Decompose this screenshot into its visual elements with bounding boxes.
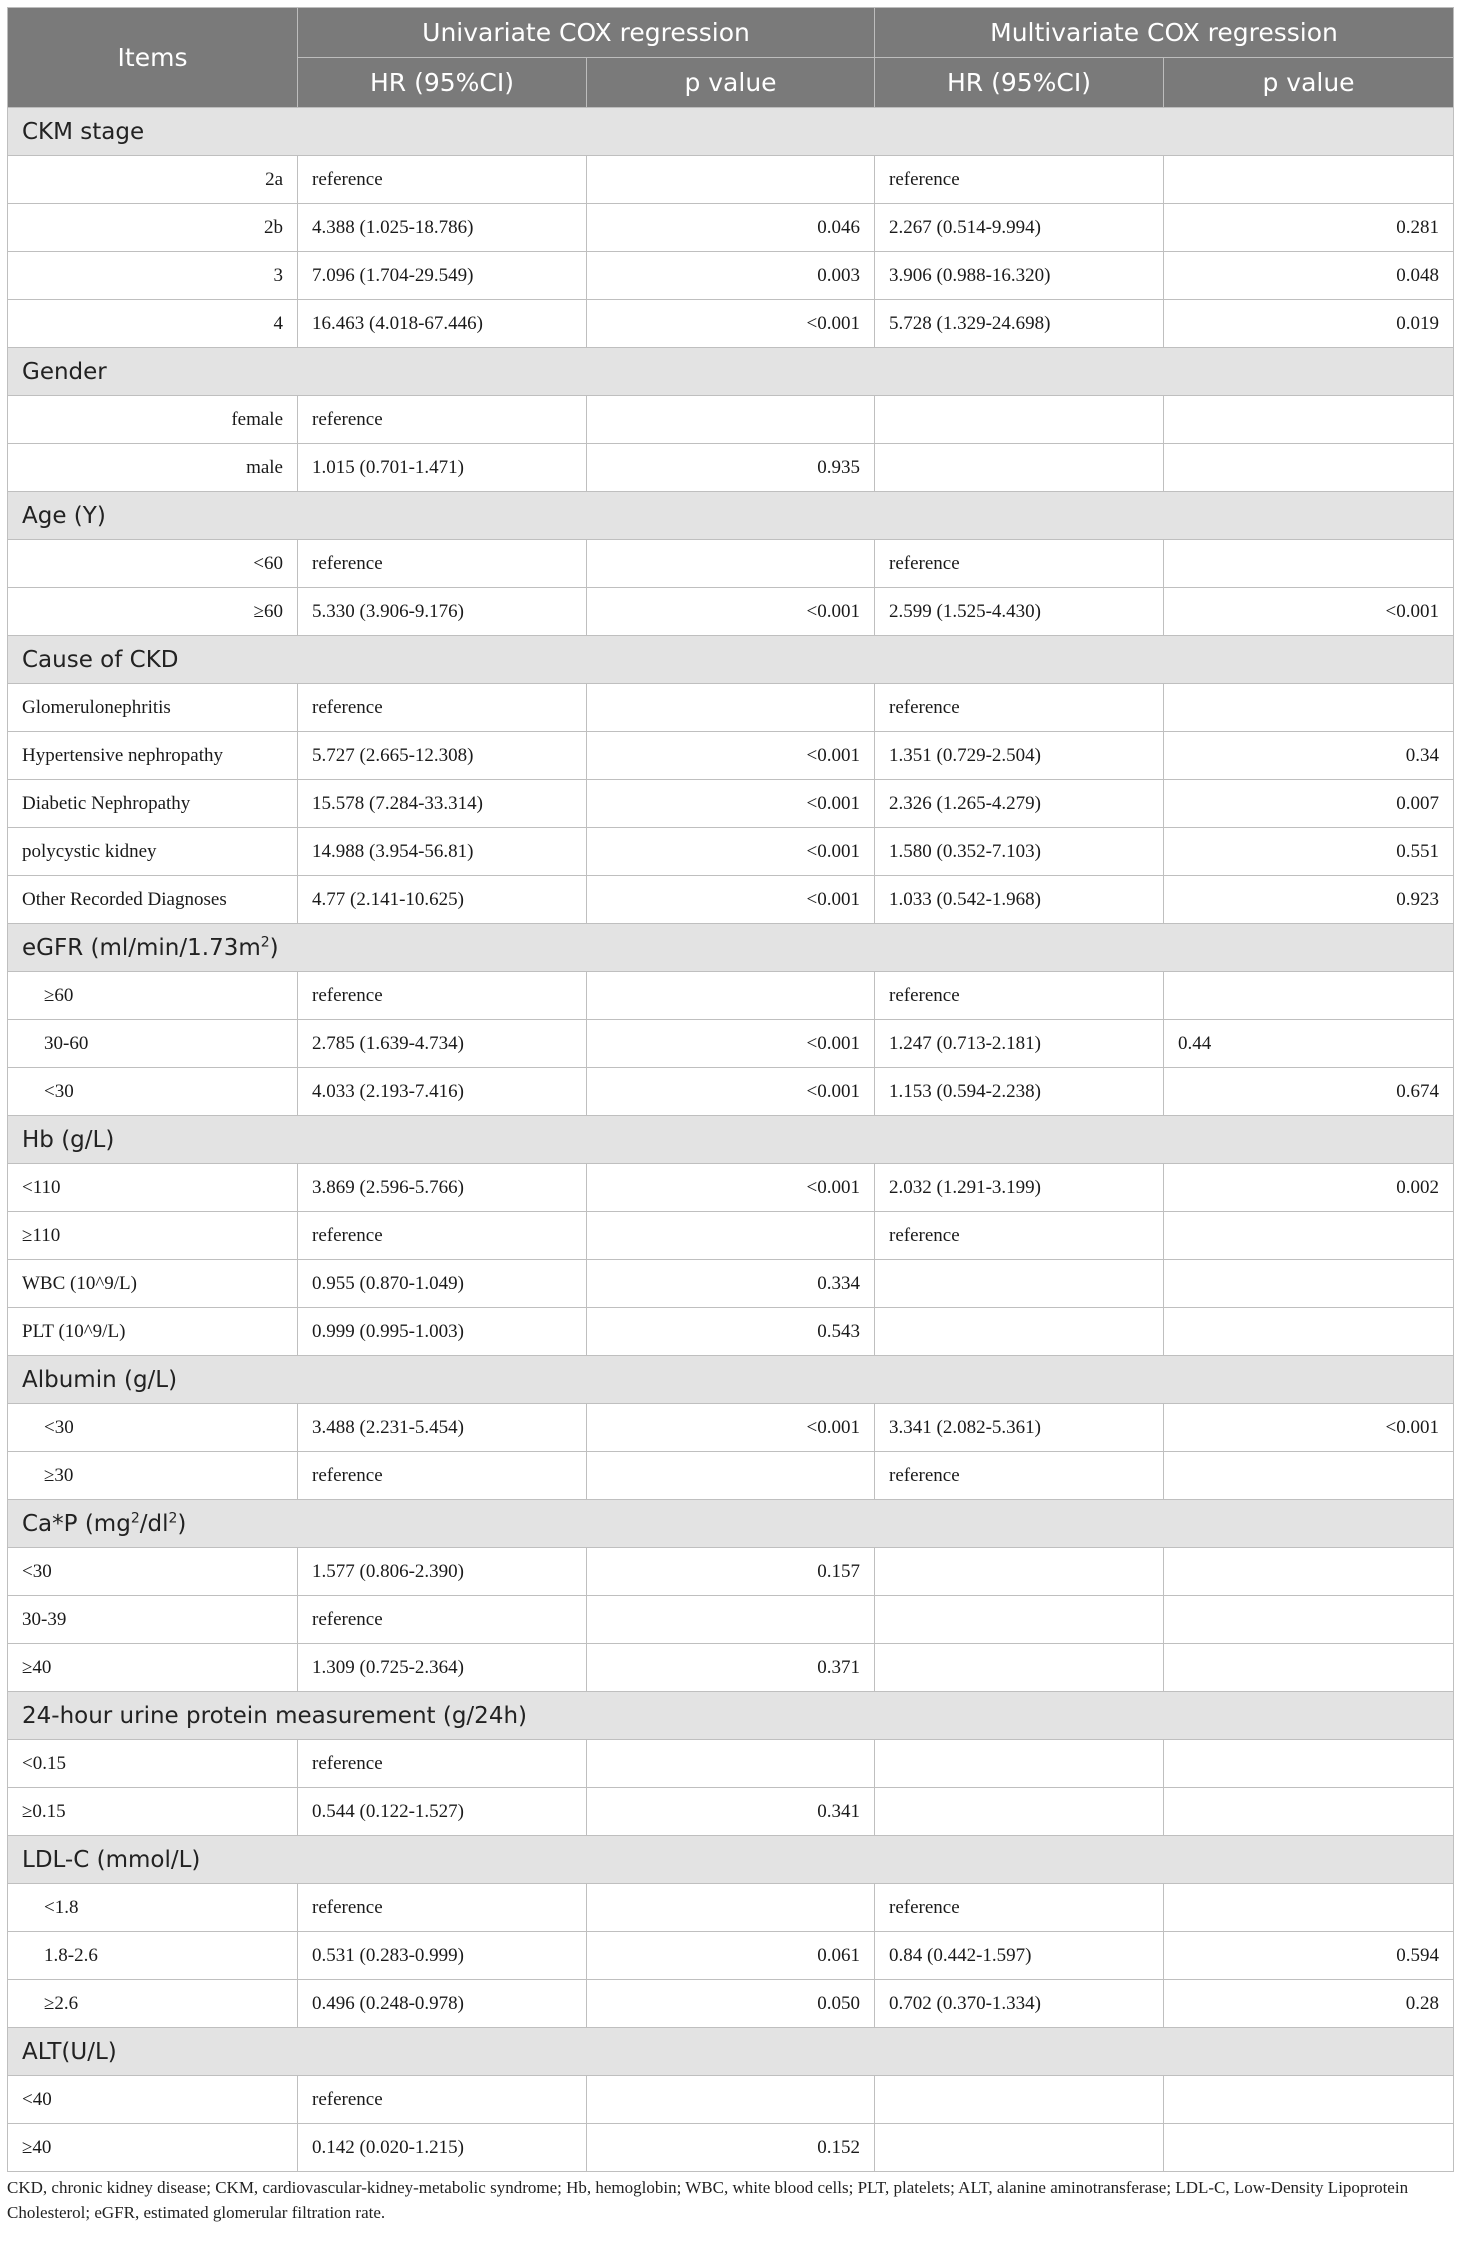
multivariate-p-cell: [1164, 1260, 1454, 1308]
univariate-p-cell: [587, 1884, 875, 1932]
table-row: [8, 444, 1454, 492]
row-label: <40: [8, 2076, 298, 2124]
section-title-text: CKM stage: [22, 118, 145, 145]
univariate-p-cell: [587, 540, 875, 588]
univariate-p-cell: [587, 972, 875, 1020]
univariate-p-cell: <0.001: [587, 780, 875, 828]
univariate-hr-cell: reference: [298, 156, 587, 204]
univariate-hr-cell: 2.785 (1.639-4.734): [298, 1020, 587, 1068]
row-label: 30-60: [8, 1020, 298, 1068]
row-label: 2a: [8, 156, 298, 204]
multivariate-p-cell: [1164, 2124, 1454, 2172]
row-label: female: [8, 396, 298, 444]
univariate-hr-cell: reference: [298, 972, 587, 1020]
section-title-text: Hb (g/L): [22, 1126, 115, 1153]
multivariate-hr-cell: reference: [875, 1884, 1164, 1932]
section-title: [8, 1692, 1454, 1740]
table-row: [8, 300, 1454, 348]
table-row: [8, 1452, 1454, 1500]
section-title-text: LDL-C (mmol/L): [22, 1846, 201, 1873]
section-title: [8, 1836, 1454, 1884]
multivariate-p-cell: [1164, 1740, 1454, 1788]
univariate-hr-cell: 0.955 (0.870-1.049): [298, 1260, 587, 1308]
table-row: [8, 1068, 1454, 1116]
multivariate-hr-cell: reference: [875, 1212, 1164, 1260]
multivariate-hr-cell: 3.906 (0.988-16.320): [875, 252, 1164, 300]
section-header-row: [8, 1500, 1454, 1548]
table-row: [8, 1308, 1454, 1356]
multivariate-hr-cell: 1.153 (0.594-2.238): [875, 1068, 1164, 1116]
univariate-p-cell: [587, 1452, 875, 1500]
row-label: ≥2.6: [8, 1980, 298, 2028]
row-label: ≥110: [8, 1212, 298, 1260]
univariate-p-cell: <0.001: [587, 732, 875, 780]
multivariate-hr-cell: [875, 1788, 1164, 1836]
univariate-p-cell: 0.371: [587, 1644, 875, 1692]
table-row: [8, 1932, 1454, 1980]
multivariate-p-cell: [1164, 444, 1454, 492]
row-label: <0.15: [8, 1740, 298, 1788]
multivariate-p-cell: 0.002: [1164, 1164, 1454, 1212]
header-multi-p: p value: [1164, 58, 1454, 108]
multivariate-hr-cell: [875, 444, 1164, 492]
univariate-p-cell: [587, 2076, 875, 2124]
multivariate-hr-cell: [875, 1740, 1164, 1788]
table-row: [8, 2124, 1454, 2172]
multivariate-hr-cell: 1.580 (0.352-7.103): [875, 828, 1164, 876]
multivariate-hr-cell: reference: [875, 1452, 1164, 1500]
multivariate-hr-cell: 0.702 (0.370-1.334): [875, 1980, 1164, 2028]
table-row: [8, 1980, 1454, 2028]
multivariate-p-cell: [1164, 972, 1454, 1020]
univariate-hr-cell: 5.727 (2.665-12.308): [298, 732, 587, 780]
univariate-hr-cell: 7.096 (1.704-29.549): [298, 252, 587, 300]
section-title-text: ALT(U/L): [22, 2038, 117, 2065]
univariate-hr-cell: 0.142 (0.020-1.215): [298, 2124, 587, 2172]
univariate-p-cell: <0.001: [587, 1020, 875, 1068]
row-label: <1.8: [8, 1884, 298, 1932]
multivariate-p-cell: [1164, 1644, 1454, 1692]
section-title-text: /dl: [139, 1510, 169, 1537]
multivariate-hr-cell: reference: [875, 972, 1164, 1020]
univariate-hr-cell: 4.033 (2.193-7.416): [298, 1068, 587, 1116]
multivariate-p-cell: [1164, 1452, 1454, 1500]
univariate-hr-cell: 0.999 (0.995-1.003): [298, 1308, 587, 1356]
table-row: [8, 1020, 1454, 1068]
univariate-p-cell: [587, 1212, 875, 1260]
univariate-p-cell: 0.061: [587, 1932, 875, 1980]
multivariate-hr-cell: [875, 1596, 1164, 1644]
univariate-p-cell: [587, 1596, 875, 1644]
multivariate-hr-cell: 1.351 (0.729-2.504): [875, 732, 1164, 780]
section-title: [8, 1500, 1454, 1548]
section-header-row: [8, 2028, 1454, 2076]
header-multi-hr: HR (95%CI): [875, 58, 1164, 108]
univariate-hr-cell: reference: [298, 1596, 587, 1644]
multivariate-hr-cell: 2.267 (0.514-9.994): [875, 204, 1164, 252]
header-uni-hr: HR (95%CI): [298, 58, 587, 108]
univariate-p-cell: <0.001: [587, 300, 875, 348]
univariate-hr-cell: 16.463 (4.018-67.446): [298, 300, 587, 348]
table-row: [8, 1788, 1454, 1836]
univariate-hr-cell: 14.988 (3.954-56.81): [298, 828, 587, 876]
row-label: male: [8, 444, 298, 492]
row-label: <30: [8, 1068, 298, 1116]
multivariate-hr-cell: 2.326 (1.265-4.279): [875, 780, 1164, 828]
multivariate-p-cell: 0.674: [1164, 1068, 1454, 1116]
table-row: [8, 252, 1454, 300]
section-title: [8, 1356, 1454, 1404]
row-label: <30: [8, 1548, 298, 1596]
section-header-row: [8, 108, 1454, 156]
section-title: [8, 636, 1454, 684]
table-header: [8, 8, 1454, 108]
table-row: [8, 828, 1454, 876]
univariate-hr-cell: 0.544 (0.122-1.527): [298, 1788, 587, 1836]
univariate-p-cell: <0.001: [587, 1164, 875, 1212]
superscript: 2: [260, 933, 270, 950]
section-title: [8, 492, 1454, 540]
univariate-p-cell: [587, 156, 875, 204]
section-header-row: [8, 348, 1454, 396]
row-label: 3: [8, 252, 298, 300]
multivariate-p-cell: [1164, 540, 1454, 588]
univariate-p-cell: [587, 396, 875, 444]
multivariate-hr-cell: [875, 396, 1164, 444]
univariate-p-cell: 0.543: [587, 1308, 875, 1356]
univariate-hr-cell: 3.869 (2.596-5.766): [298, 1164, 587, 1212]
univariate-hr-cell: reference: [298, 1212, 587, 1260]
table-row: [8, 1260, 1454, 1308]
multivariate-p-cell: 0.551: [1164, 828, 1454, 876]
table-body: [8, 108, 1454, 2172]
univariate-p-cell: 0.334: [587, 1260, 875, 1308]
univariate-hr-cell: reference: [298, 2076, 587, 2124]
superscript: 2: [168, 1509, 178, 1526]
section-title: [8, 2028, 1454, 2076]
row-label: Other Recorded Diagnoses: [8, 876, 298, 924]
header-multivariate: Multivariate COX regression: [875, 8, 1454, 58]
univariate-p-cell: 0.003: [587, 252, 875, 300]
table-row: [8, 876, 1454, 924]
univariate-hr-cell: reference: [298, 1740, 587, 1788]
table-row: [8, 1164, 1454, 1212]
multivariate-hr-cell: [875, 1644, 1164, 1692]
section-title-text: eGFR (ml/min/1.73m: [22, 934, 261, 961]
row-label: Hypertensive nephropathy: [8, 732, 298, 780]
univariate-p-cell: 0.341: [587, 1788, 875, 1836]
section-title-text: Age (Y): [22, 502, 106, 529]
univariate-hr-cell: 1.015 (0.701-1.471): [298, 444, 587, 492]
row-label: 1.8-2.6: [8, 1932, 298, 1980]
section-header-row: [8, 924, 1454, 972]
multivariate-hr-cell: 0.84 (0.442-1.597): [875, 1932, 1164, 1980]
section-title: [8, 348, 1454, 396]
multivariate-p-cell: [1164, 1596, 1454, 1644]
univariate-p-cell: <0.001: [587, 876, 875, 924]
multivariate-hr-cell: 1.247 (0.713-2.181): [875, 1020, 1164, 1068]
row-label: ≥0.15: [8, 1788, 298, 1836]
section-title: [8, 108, 1454, 156]
table-row: [8, 1548, 1454, 1596]
row-label: Glomerulonephritis: [8, 684, 298, 732]
univariate-p-cell: 0.157: [587, 1548, 875, 1596]
table-row: [8, 2076, 1454, 2124]
univariate-p-cell: <0.001: [587, 1068, 875, 1116]
multivariate-p-cell: 0.007: [1164, 780, 1454, 828]
table-row: [8, 1212, 1454, 1260]
multivariate-hr-cell: 5.728 (1.329-24.698): [875, 300, 1164, 348]
multivariate-p-cell: 0.34: [1164, 732, 1454, 780]
univariate-hr-cell: 4.388 (1.025-18.786): [298, 204, 587, 252]
row-label: Diabetic Nephropathy: [8, 780, 298, 828]
multivariate-hr-cell: reference: [875, 684, 1164, 732]
univariate-p-cell: 0.050: [587, 1980, 875, 2028]
table-footnote: CKD, chronic kidney disease; CKM, cardiovascular-kidney-metabolic syndrome; Hb, hemoglobin; WBC, white blood cells; PLT, platelets; ALT, alanine aminotransferase; LDL-C, Low-Density Lipoprotein Cholesterol; eGFR, estimated glomerular filtration rate.: [7, 2178, 1409, 2222]
multivariate-hr-cell: 3.341 (2.082-5.361): [875, 1404, 1164, 1452]
row-label: ≥60: [8, 588, 298, 636]
superscript: 2: [130, 1509, 140, 1526]
row-label: <30: [8, 1404, 298, 1452]
section-title: [8, 924, 1454, 972]
row-label: 4: [8, 300, 298, 348]
section-header-row: [8, 492, 1454, 540]
univariate-hr-cell: reference: [298, 1884, 587, 1932]
row-label: ≥30: [8, 1452, 298, 1500]
multivariate-p-cell: [1164, 684, 1454, 732]
multivariate-p-cell: 0.44: [1164, 1020, 1454, 1068]
row-label: ≥40: [8, 2124, 298, 2172]
multivariate-p-cell: [1164, 1212, 1454, 1260]
multivariate-p-cell: [1164, 396, 1454, 444]
table-row: [8, 1740, 1454, 1788]
multivariate-hr-cell: [875, 2124, 1164, 2172]
section-header-row: [8, 1836, 1454, 1884]
section-title-text: Cause of CKD: [22, 646, 179, 673]
univariate-p-cell: [587, 1740, 875, 1788]
univariate-p-cell: <0.001: [587, 828, 875, 876]
section-title-text: Gender: [22, 358, 107, 385]
table-row: [8, 156, 1454, 204]
section-title-text: ): [177, 1510, 187, 1537]
multivariate-hr-cell: [875, 1308, 1164, 1356]
univariate-hr-cell: reference: [298, 684, 587, 732]
section-title-text: Albumin (g/L): [22, 1366, 178, 1393]
multivariate-hr-cell: 2.599 (1.525-4.430): [875, 588, 1164, 636]
header-items: Items: [8, 8, 298, 108]
univariate-hr-cell: 0.531 (0.283-0.999): [298, 1932, 587, 1980]
univariate-p-cell: <0.001: [587, 1404, 875, 1452]
multivariate-p-cell: <0.001: [1164, 1404, 1454, 1452]
multivariate-p-cell: 0.923: [1164, 876, 1454, 924]
table-row: [8, 540, 1454, 588]
table-row: [8, 732, 1454, 780]
multivariate-p-cell: 0.019: [1164, 300, 1454, 348]
row-label: <110: [8, 1164, 298, 1212]
multivariate-p-cell: 0.048: [1164, 252, 1454, 300]
row-label: 2b: [8, 204, 298, 252]
multivariate-p-cell: 0.281: [1164, 204, 1454, 252]
univariate-p-cell: 0.935: [587, 444, 875, 492]
section-title: [8, 1116, 1454, 1164]
multivariate-hr-cell: [875, 1548, 1164, 1596]
multivariate-p-cell: 0.28: [1164, 1980, 1454, 2028]
row-label: <60: [8, 540, 298, 588]
multivariate-hr-cell: [875, 1260, 1164, 1308]
univariate-hr-cell: 5.330 (3.906-9.176): [298, 588, 587, 636]
multivariate-p-cell: [1164, 1788, 1454, 1836]
table-row: [8, 684, 1454, 732]
univariate-hr-cell: reference: [298, 396, 587, 444]
row-label: ≥60: [8, 972, 298, 1020]
table-row: [8, 204, 1454, 252]
header-univariate: Univariate COX regression: [298, 8, 875, 58]
row-label: PLT (10^9/L): [8, 1308, 298, 1356]
univariate-hr-cell: 3.488 (2.231-5.454): [298, 1404, 587, 1452]
multivariate-hr-cell: reference: [875, 156, 1164, 204]
section-title-text: Ca*P (mg: [22, 1510, 131, 1537]
row-label: ≥40: [8, 1644, 298, 1692]
univariate-p-cell: 0.152: [587, 2124, 875, 2172]
multivariate-p-cell: [1164, 2076, 1454, 2124]
section-header-row: [8, 1356, 1454, 1404]
multivariate-hr-cell: reference: [875, 540, 1164, 588]
section-header-row: [8, 1692, 1454, 1740]
header-uni-p: p value: [587, 58, 875, 108]
multivariate-p-cell: [1164, 156, 1454, 204]
univariate-hr-cell: reference: [298, 1452, 587, 1500]
table-row: [8, 972, 1454, 1020]
univariate-hr-cell: 4.77 (2.141-10.625): [298, 876, 587, 924]
table-row: [8, 588, 1454, 636]
univariate-p-cell: [587, 684, 875, 732]
table-row: [8, 780, 1454, 828]
table-row: [8, 1596, 1454, 1644]
multivariate-hr-cell: 1.033 (0.542-1.968): [875, 876, 1164, 924]
univariate-hr-cell: 1.309 (0.725-2.364): [298, 1644, 587, 1692]
table-container: [7, 7, 1453, 2225]
row-label: WBC (10^9/L): [8, 1260, 298, 1308]
row-label: polycystic kidney: [8, 828, 298, 876]
univariate-p-cell: <0.001: [587, 588, 875, 636]
univariate-hr-cell: 15.578 (7.284-33.314): [298, 780, 587, 828]
univariate-hr-cell: 1.577 (0.806-2.390): [298, 1548, 587, 1596]
table-row: [8, 396, 1454, 444]
multivariate-p-cell: 0.594: [1164, 1932, 1454, 1980]
univariate-hr-cell: 0.496 (0.248-0.978): [298, 1980, 587, 2028]
univariate-hr-cell: reference: [298, 540, 587, 588]
row-label: 30-39: [8, 1596, 298, 1644]
table-row: [8, 1644, 1454, 1692]
univariate-p-cell: 0.046: [587, 204, 875, 252]
multivariate-p-cell: <0.001: [1164, 588, 1454, 636]
section-title-text: ): [269, 934, 279, 961]
multivariate-hr-cell: [875, 2076, 1164, 2124]
multivariate-hr-cell: 2.032 (1.291-3.199): [875, 1164, 1164, 1212]
table-row: [8, 1884, 1454, 1932]
multivariate-p-cell: [1164, 1548, 1454, 1596]
section-header-row: [8, 636, 1454, 684]
table-row: [8, 1404, 1454, 1452]
section-header-row: [8, 1116, 1454, 1164]
multivariate-p-cell: [1164, 1308, 1454, 1356]
cox-regression-table: [7, 7, 1454, 2172]
multivariate-p-cell: [1164, 1884, 1454, 1932]
section-title-text: 24-hour urine protein measurement (g/24h): [22, 1702, 528, 1729]
